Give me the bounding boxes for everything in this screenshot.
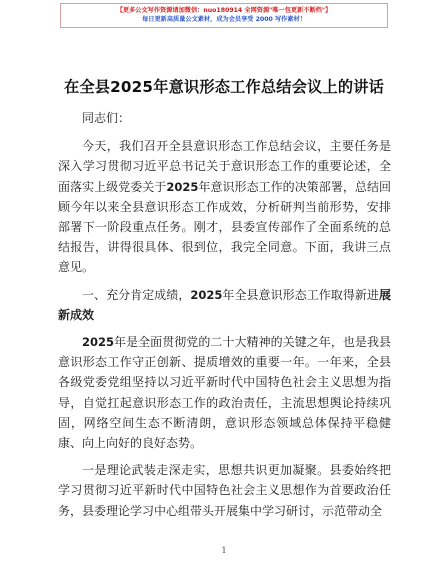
- section-1-paragraph-1-year: 2025: [82, 335, 115, 350]
- salutation: 同志们：: [82, 111, 131, 125]
- section-heading-1-before: 一、充分肯定成绩，: [82, 287, 191, 302]
- promo-banner: [60, 3, 388, 28]
- page-number: 1: [221, 546, 227, 555]
- intro-paragraph-year: 2025: [166, 179, 199, 194]
- section-1-paragraph-2: 一是理论武装走深走实，思想共识更加凝聚。县委始终把学习贯彻习近平新时代中国特色社会主义思想作为首要政治任务，县委理论学习中心组带头开展集中学习研讨，示范带动全: [58, 463, 391, 518]
- section-heading-1-year: 2025: [190, 287, 223, 302]
- section-heading-1: [58, 285, 391, 325]
- section-1-paragraph-1: [58, 332, 391, 453]
- promo-banner-line-2: 每日更新高质量公文素材，成为会员享受 2000 写作素材！: [142, 16, 306, 23]
- section-heading-1-bold-tail: 展新成效: [58, 287, 391, 322]
- section-heading-1-after: 年全县意识形态工作取得新进: [222, 287, 379, 302]
- intro-paragraph-text-before: 今天，我们召开全县意识形态工作总结会议，主要任务是深入学习贯彻习近平总书记关于意识形态工作的重要论述，全面落实上级党委关于: [58, 139, 391, 194]
- intro-paragraph-text-after: 年意识形态工作的决策部署，总结回顾今年以来全县意识形态工作成效，分析研判当前形势，安排部署下一阶段重点任务。刚才，县委宣传部作了全面系统的总结报告，讲得很具体、很到位，我完全同意。下面，我讲三点意见。: [58, 179, 391, 275]
- section-1-paragraph-1-text: 年是全面贯彻党的二十大精神的关键之年，也是我县意识形态工作守正创新、提质增效的重要一年。一年来，全县各级党委党组坚持以习近平新时代中国特色社会主义思想为指导，自觉扛起意识形态工作的政治责任，主流思想舆论持续巩固，网络空间生态不断清朗，意识形态领域总体保持平稳健康、向上向好的良好态势。: [58, 335, 391, 451]
- document-title: 在全县2025年意识形态工作总结会议上的讲话: [63, 78, 385, 96]
- document-body: [58, 108, 391, 528]
- promo-banner-line-1: 【更多公文写作资源请加微信：nuo180914 全网资源"唯一包更新不断档"】: [116, 7, 332, 14]
- intro-paragraph: [58, 136, 391, 277]
